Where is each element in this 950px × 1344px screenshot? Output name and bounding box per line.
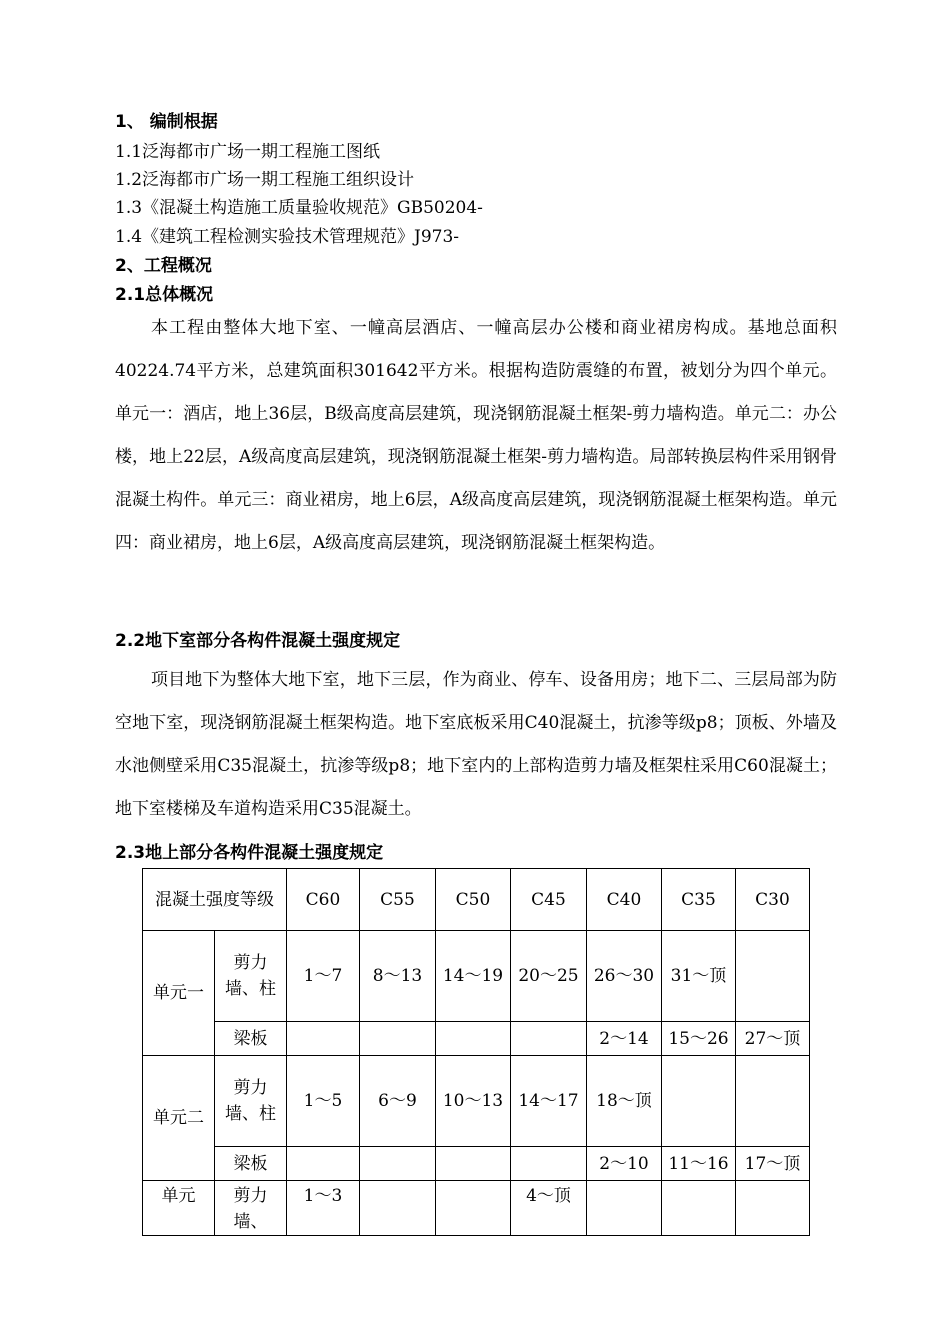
cell <box>662 1056 736 1147</box>
cell <box>360 1147 436 1181</box>
row-label-beam: 梁板 <box>215 1147 287 1181</box>
table-row <box>143 1147 810 1181</box>
cell <box>287 1022 360 1056</box>
row-label-wall: 剪力墙、柱 <box>215 931 287 1022</box>
cell: 17～顶 <box>736 1147 810 1181</box>
unit-3-label: 单元 <box>143 1181 215 1236</box>
unit-1-label: 单元一 <box>143 931 215 1056</box>
grade-c45: C45 <box>511 869 587 931</box>
table-row <box>143 1181 810 1236</box>
cell: 1～7 <box>287 931 360 1022</box>
cell <box>360 1022 436 1056</box>
cell: 18～顶 <box>587 1056 662 1147</box>
cell <box>736 1181 810 1236</box>
cell: 26～30 <box>587 931 662 1022</box>
cell: 8～13 <box>360 931 436 1022</box>
basis-item-4: 1.4《建筑工程检测实验技术管理规范》J973- <box>115 227 460 247</box>
cell <box>511 1147 587 1181</box>
grade-c50: C50 <box>436 869 511 931</box>
cell: 2～14 <box>587 1022 662 1056</box>
section-2-3-title: 2.3地上部分各构件混凝土强度规定 <box>115 843 384 863</box>
grade-c40: C40 <box>587 869 662 931</box>
grade-c35: C35 <box>662 869 736 931</box>
cell: 10～13 <box>436 1056 511 1147</box>
cell <box>287 1147 360 1181</box>
cell <box>436 1181 511 1236</box>
basis-item-2: 1.2泛海都市广场一期工程施工组织设计 <box>115 170 415 190</box>
table-row <box>143 1022 810 1056</box>
cell <box>360 1181 436 1236</box>
cell: 27～顶 <box>736 1022 810 1056</box>
cell <box>662 1181 736 1236</box>
cell: 14～17 <box>511 1056 587 1147</box>
grade-c30: C30 <box>736 869 810 931</box>
table-header-row <box>143 869 810 931</box>
grade-c55: C55 <box>360 869 436 931</box>
grade-c60: C60 <box>287 869 360 931</box>
cell: 6～9 <box>360 1056 436 1147</box>
row-label-beam: 梁板 <box>215 1022 287 1056</box>
section-2-title: 2、工程概况 <box>115 256 212 276</box>
basement-paragraph: 项目地下为整体大地下室，地下三层，作为商业、停车、设备用房；地下二、三层局部为防空地下室，现浇钢筋混凝土框架构造。地下室底板采用C40混凝土，抗渗等级p8；顶板、外墙及水池侧壁采用C35混凝土，抗渗等级p8；地下室内的上部构造剪力墙及框架柱采用C60混凝土；地下室楼梯及车道构造采用C35混凝土。 <box>115 670 837 819</box>
cell: 2～10 <box>587 1147 662 1181</box>
cell <box>511 1022 587 1056</box>
unit-2-label: 单元二 <box>143 1056 215 1181</box>
concrete-strength-table <box>142 868 810 1236</box>
table-row <box>143 1056 810 1147</box>
cell: 31～顶 <box>662 931 736 1022</box>
header-strength-grade: 混凝土强度等级 <box>143 869 287 931</box>
cell <box>436 1022 511 1056</box>
cell <box>436 1147 511 1181</box>
cell: 20～25 <box>511 931 587 1022</box>
row-label-wall: 剪力墙、柱 <box>215 1056 287 1147</box>
cell <box>736 931 810 1022</box>
cell: 4～顶 <box>511 1181 587 1236</box>
cell: 11～16 <box>662 1147 736 1181</box>
cell: 15～26 <box>662 1022 736 1056</box>
table-row <box>143 931 810 1022</box>
section-2-1-title: 2.1总体概况 <box>115 285 214 305</box>
basis-item-3: 1.3《混凝土构造施工质量验收规范》GB50204- <box>115 198 483 218</box>
overview-paragraph: 本工程由整体大地下室、一幢高层酒店、一幢高层办公楼和商业裙房构成。基地总面积40224.74平方米，总建筑面积301642平方米。根据构造防震缝的布置，被划分为四个单元。单元一：酒店，地上36层，B级高度高层建筑，现浇钢筋混凝土框架-剪力墙构造。单元二：办公楼，地上22层，A级高度高层建筑，现浇钢筋混凝土框架-剪力墙构造。局部转换层构件采用钢骨混凝土构件。单元三：商业裙房，地上6层，A级高度高层建筑，现浇钢筋混凝土框架构造。单元四：商业裙房，地上6层，A级高度高层建筑，现浇钢筋混凝土框架构造。 <box>115 318 837 553</box>
cell: 1～3 <box>287 1181 360 1236</box>
section-1-title: 1、 编制根据 <box>115 112 218 132</box>
section-2-2-title: 2.2地下室部分各构件混凝土强度规定 <box>115 631 401 651</box>
cell: 14～19 <box>436 931 511 1022</box>
row-label-wall: 剪力墙、 <box>215 1181 287 1236</box>
cell: 1～5 <box>287 1056 360 1147</box>
basis-item-1: 1.1泛海都市广场一期工程施工图纸 <box>115 142 381 162</box>
cell <box>587 1181 662 1236</box>
cell <box>736 1056 810 1147</box>
